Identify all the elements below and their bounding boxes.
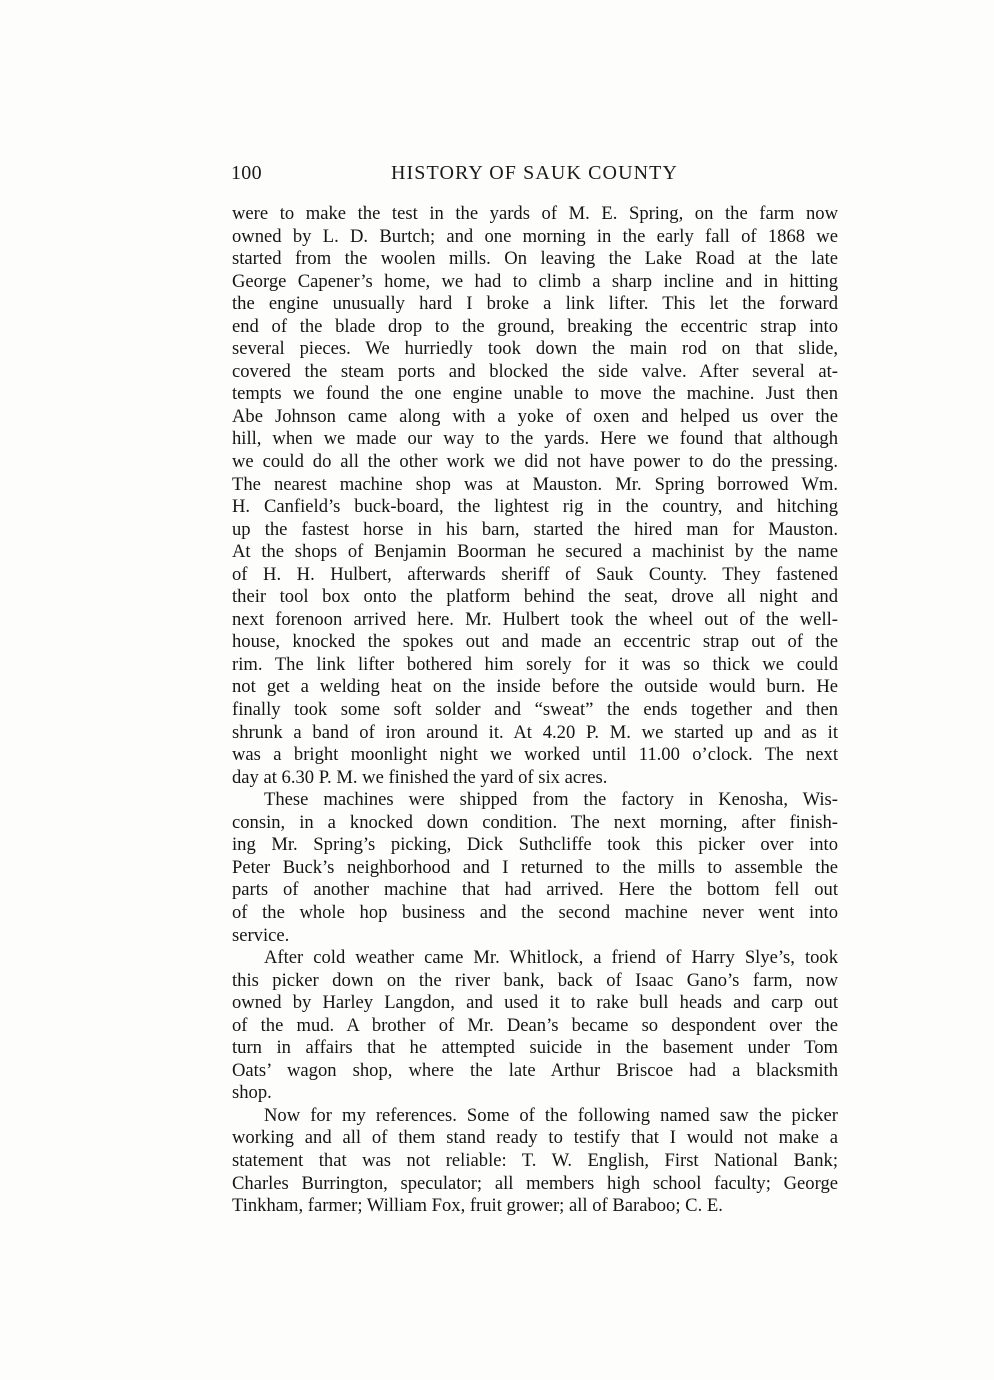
text-line: turn in affairs that he attempted suicide in the basement under Tom [232, 1037, 838, 1059]
text-line: working and all of them stand ready to testify that I would not make a [232, 1127, 838, 1149]
running-head: HISTORY OF SAUK COUNTY [391, 162, 679, 184]
paragraph [232, 1105, 838, 1218]
text-line: Abe Johnson came along with a yoke of oxen and helped us over the [232, 405, 838, 427]
text-line: we could do all the other work we did not have power to do the pressing. [232, 451, 838, 473]
text-line: several pieces. We hurriedly took down the main rod on that slide, [232, 338, 838, 360]
text-line: owned by Harley Langdon, and used it to rake bull heads and carp out [232, 992, 838, 1014]
text-line: H. Canfield’s buck-board, the lightest rig in the country, and hitching [232, 496, 838, 518]
text-line: shrunk a band of iron around it. At 4.20 P. M. we started up and as it [232, 721, 838, 743]
text-line: service. [232, 924, 290, 946]
text-line: the engine unusually hard I broke a link lifter. This let the forward [232, 293, 838, 315]
text-line: Tinkham, farmer; William Fox, fruit grower; all of Baraboo; C. E. [232, 1195, 723, 1217]
page-number: 100 [231, 162, 262, 184]
text-line: this picker down on the river bank, back of Isaac Gano’s farm, now [232, 969, 838, 991]
text-line: ing Mr. Spring’s picking, Dick Suthcliffe took this picker over into [232, 834, 838, 856]
text-line: house, knocked the spokes out and made an eccentric strap out of the [232, 631, 838, 653]
text-line: These machines were shipped from the factory in Kenosha, Wis- [264, 789, 838, 811]
text-line: The nearest machine shop was at Mauston. Mr. Spring borrowed Wm. [232, 473, 838, 495]
text-line: of the mud. A brother of Mr. Dean’s became so despondent over the [232, 1014, 838, 1036]
text-line: finally took some soft solder and “sweat” the ends together and then [232, 699, 838, 721]
text-line: At the shops of Benjamin Boorman he secured a machinist by the name [232, 541, 838, 563]
text-line: end of the blade drop to the ground, breaking the eccentric strap into [232, 315, 838, 337]
text-line: parts of another machine that had arrived. Here the bottom fell out [232, 879, 838, 901]
text-line: hill, when we made our way to the yards. Here we found that although [232, 428, 838, 450]
text-line: tempts we found the one engine unable to move the machine. Just then [232, 383, 838, 405]
paragraph [232, 947, 838, 1105]
text-line: up the fastest horse in his barn, started the hired man for Mauston. [232, 518, 838, 540]
text-line: Charles Burrington, speculator; all members high school faculty; George [232, 1172, 838, 1194]
paragraph [232, 203, 838, 789]
text-line: rim. The link lifter bothered him sorely for it was so thick we could [232, 653, 838, 675]
text-line: After cold weather came Mr. Whitlock, a friend of Harry Slye’s, took [264, 947, 838, 969]
text-line: statement that was not reliable: T. W. English, First National Bank; [232, 1149, 838, 1171]
body-text [232, 203, 838, 1218]
text-line: owned by L. D. Burtch; and one morning in the early fall of 1868 we [232, 225, 838, 247]
text-line: Oats’ wagon shop, where the late Arthur Briscoe had a blacksmith [232, 1059, 838, 1081]
text-line: of the whole hop business and the second machine never went into [232, 901, 838, 923]
text-line: of H. H. Hulbert, afterwards sheriff of Sauk County. They fastened [232, 563, 838, 585]
text-line: George Capener’s home, we had to climb a sharp incline and in hitting [232, 270, 838, 292]
text-line: was a bright moonlight night we worked until 11.00 o’clock. The next [232, 744, 838, 766]
text-line: shop. [232, 1082, 272, 1104]
text-line: not get a welding heat on the inside before the outside would burn. He [232, 676, 838, 698]
text-line: day at 6.30 P. M. we finished the yard of six acres. [232, 766, 608, 788]
text-line: Now for my references. Some of the following named saw the picker [264, 1104, 838, 1126]
text-line: were to make the test in the yards of M. E. Spring, on the farm now [232, 203, 838, 224]
text-line: consin, in a knocked down condition. The next morning, after finish- [232, 811, 838, 833]
paragraph [232, 789, 838, 947]
text-line: covered the steam ports and blocked the side valve. After several at- [232, 360, 838, 382]
text-line: their tool box onto the platform behind the seat, drove all night and [232, 586, 838, 608]
text-line: Peter Buck’s neighborhood and I returned to the mills to assemble the [232, 856, 838, 878]
page-header [231, 158, 839, 188]
text-line: started from the woolen mills. On leaving the Lake Road at the late [232, 248, 838, 270]
text-line: next forenoon arrived here. Mr. Hulbert took the wheel out of the well- [232, 608, 838, 630]
